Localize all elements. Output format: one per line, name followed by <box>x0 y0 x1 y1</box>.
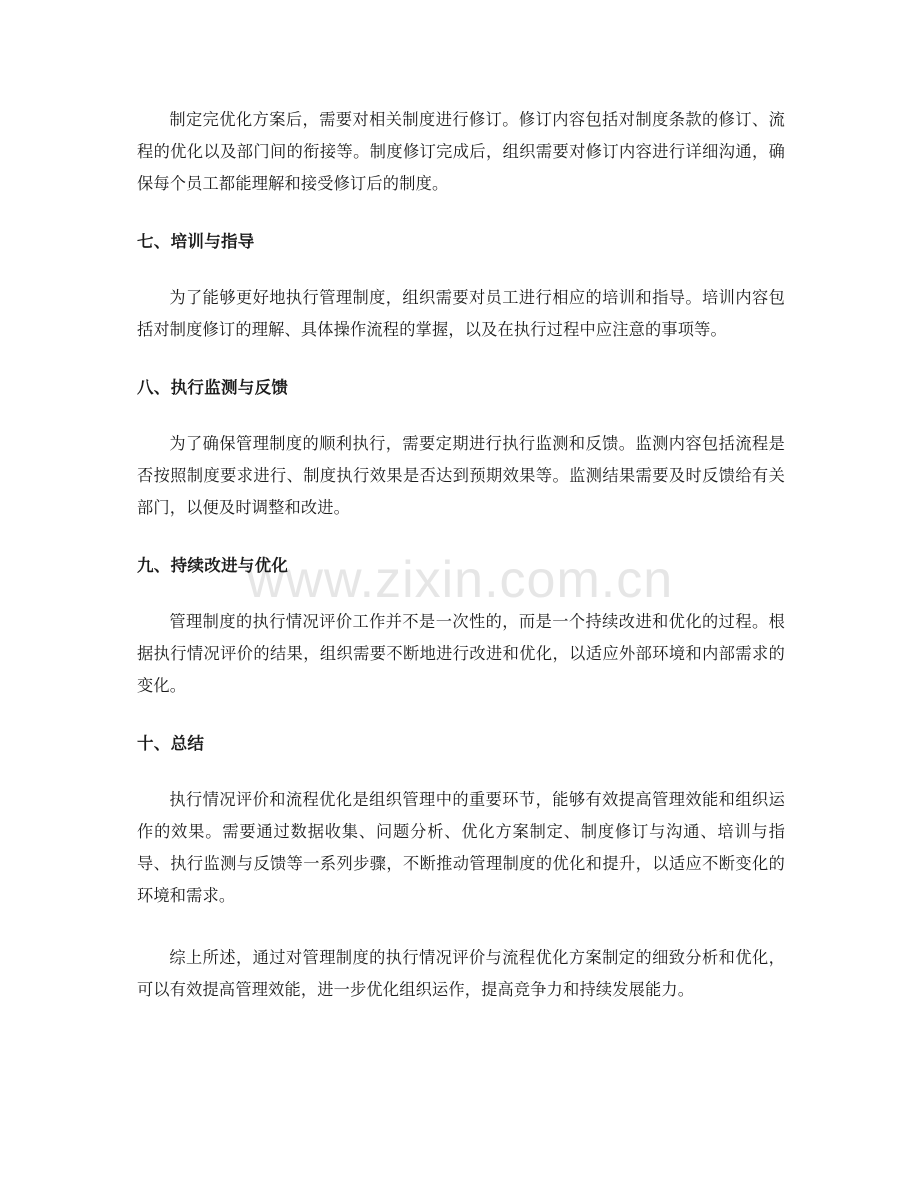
section-heading: 八、执行监测与反馈 <box>137 378 289 397</box>
paragraph: 为了能够更好地执行管理制度，组织需要对员工进行相应的培训和指导。培训内容包括对制度修订的理解、具体操作流程的掌握，以及在执行过程中应注意的事项等。 <box>137 288 785 339</box>
watermark: www.zixin.com.cn <box>246 551 674 609</box>
paragraph: 制定完优化方案后，需要对相关制度进行修订。修订内容包括对制度条款的修订、流程的优化以及部门间的衔接等。制度修订完成后，组织需要对修订内容进行详细沟通，确保每个员工都能理解和接受修订后的制度。 <box>137 110 785 193</box>
document-body <box>137 104 785 1036</box>
section-heading: 十、总结 <box>137 734 205 753</box>
paragraph: 管理制度的执行情况评价工作并不是一次性的，而是一个持续改进和优化的过程。根据执行情况评价的结果，组织需要不断地进行改进和优化，以适应外部环境和内部需求的变化。 <box>137 612 785 695</box>
paragraph: 综上所述，通过对管理制度的执行情况评价与流程优化方案制定的细致分析和优化，可以有效提高管理效能，进一步优化组织运作，提高竞争力和持续发展能力。 <box>137 948 785 999</box>
paragraph: 为了确保管理制度的顺利执行，需要定期进行执行监测和反馈。监测内容包括流程是否按照制度要求进行、制度执行效果是否达到预期效果等。监测结果需要及时反馈给有关部门，以便及时调整和改进。 <box>137 434 785 517</box>
paragraph: 执行情况评价和流程优化是组织管理中的重要环节，能够有效提高管理效能和组织运作的效果。需要通过数据收集、问题分析、优化方案制定、制度修订与沟通、培训与指导、执行监测与反馈等一系列步骤，不断推动管理制度的优化和提升，以适应不断变化的环境和需求。 <box>137 790 785 905</box>
section-heading: 七、培训与指导 <box>137 232 255 251</box>
section-heading: 九、持续改进与优化 <box>137 556 289 575</box>
